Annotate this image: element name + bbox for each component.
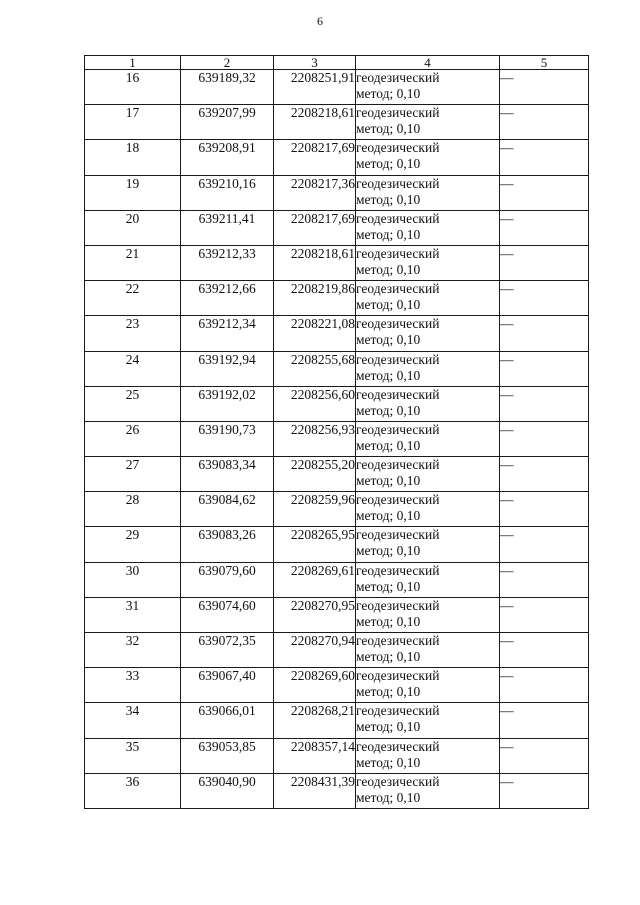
- point-number: 35: [85, 738, 181, 773]
- table-row: [85, 316, 589, 351]
- method-cell: [356, 351, 500, 386]
- note-dash: —: [500, 351, 514, 367]
- note-cell: [500, 633, 589, 668]
- method-accuracy: метод; 0,10: [356, 473, 421, 489]
- table-row: [85, 351, 589, 386]
- coordinate-y: 2208255,68: [274, 351, 356, 386]
- method-cell: [356, 386, 500, 421]
- point-number: 34: [85, 703, 181, 738]
- note-cell: [500, 738, 589, 773]
- coordinate-y: 2208269,60: [274, 668, 356, 703]
- note-dash: —: [500, 668, 514, 684]
- coordinate-x: 639079,60: [181, 562, 274, 597]
- header-col-4: 4: [356, 56, 500, 70]
- note-dash: —: [500, 457, 514, 473]
- point-number: 20: [85, 210, 181, 245]
- table-row: [85, 562, 589, 597]
- method-name: геодезический: [356, 105, 440, 121]
- table-row: [85, 668, 589, 703]
- table-row: [85, 738, 589, 773]
- method-accuracy: метод; 0,10: [356, 578, 421, 594]
- note-dash: —: [500, 703, 514, 719]
- method-cell: [356, 492, 500, 527]
- method-name: геодезический: [356, 773, 440, 789]
- method-cell: [356, 527, 500, 562]
- note-cell: [500, 210, 589, 245]
- method-accuracy: метод; 0,10: [356, 508, 421, 524]
- coordinate-x: 639084,62: [181, 492, 274, 527]
- note-cell: [500, 245, 589, 280]
- coordinate-x: 639067,40: [181, 668, 274, 703]
- method-accuracy: метод; 0,10: [356, 789, 421, 805]
- method-name: геодезический: [356, 738, 440, 754]
- note-dash: —: [500, 140, 514, 156]
- method-cell: [356, 597, 500, 632]
- coordinate-y: 2208431,39: [274, 773, 356, 808]
- table-row: [85, 703, 589, 738]
- coordinate-x: 639192,94: [181, 351, 274, 386]
- coordinate-x: 639211,41: [181, 210, 274, 245]
- note-dash: —: [500, 527, 514, 543]
- note-dash: —: [500, 210, 514, 226]
- point-number: 29: [85, 527, 181, 562]
- method-accuracy: метод; 0,10: [356, 754, 421, 770]
- method-cell: [356, 457, 500, 492]
- method-cell: [356, 140, 500, 175]
- coordinate-y: 2208268,21: [274, 703, 356, 738]
- table-row: [85, 633, 589, 668]
- coordinate-x: 639208,91: [181, 140, 274, 175]
- note-dash: —: [500, 562, 514, 578]
- coordinate-x: 639074,60: [181, 597, 274, 632]
- coordinate-x: 639053,85: [181, 738, 274, 773]
- method-accuracy: метод; 0,10: [356, 261, 421, 277]
- point-number: 36: [85, 773, 181, 808]
- table-header: [85, 56, 589, 70]
- point-number: 16: [85, 70, 181, 105]
- method-name: геодезический: [356, 70, 440, 85]
- coordinate-y: 2208218,61: [274, 105, 356, 140]
- method-name: геодезический: [356, 386, 440, 402]
- point-number: 24: [85, 351, 181, 386]
- table-row: [85, 597, 589, 632]
- point-number: 18: [85, 140, 181, 175]
- coordinate-y: 2208256,60: [274, 386, 356, 421]
- point-number: 28: [85, 492, 181, 527]
- note-dash: —: [500, 597, 514, 613]
- point-number: 21: [85, 245, 181, 280]
- method-accuracy: метод; 0,10: [356, 719, 421, 735]
- method-accuracy: метод; 0,10: [356, 121, 421, 137]
- coordinate-y: 2208259,96: [274, 492, 356, 527]
- coordinate-y: 2208218,61: [274, 245, 356, 280]
- method-cell: [356, 668, 500, 703]
- coordinate-x: 639066,01: [181, 703, 274, 738]
- coordinate-x: 639072,35: [181, 633, 274, 668]
- table-row: [85, 386, 589, 421]
- method-name: геодезический: [356, 597, 440, 613]
- method-cell: [356, 175, 500, 210]
- coordinate-y: 2208265,95: [274, 527, 356, 562]
- coordinate-y: 2208270,95: [274, 597, 356, 632]
- method-cell: [356, 210, 500, 245]
- note-dash: —: [500, 281, 514, 297]
- note-dash: —: [500, 738, 514, 754]
- point-number: 22: [85, 281, 181, 316]
- coordinate-y: 2208357,14: [274, 738, 356, 773]
- note-cell: [500, 562, 589, 597]
- note-dash: —: [500, 633, 514, 648]
- note-cell: [500, 527, 589, 562]
- method-cell: [356, 562, 500, 597]
- table-body: [85, 70, 589, 809]
- note-dash: —: [500, 316, 514, 332]
- table-row: [85, 140, 589, 175]
- table-row: [85, 175, 589, 210]
- method-cell: [356, 738, 500, 773]
- coordinate-y: 2208270,94: [274, 633, 356, 668]
- method-accuracy: метод; 0,10: [356, 543, 421, 559]
- point-number: 27: [85, 457, 181, 492]
- note-cell: [500, 140, 589, 175]
- coordinates-table: [84, 55, 589, 809]
- method-accuracy: метод; 0,10: [356, 191, 421, 207]
- table-row: [85, 281, 589, 316]
- method-name: геодезический: [356, 351, 440, 367]
- method-name: геодезический: [356, 175, 440, 191]
- method-name: геодезический: [356, 633, 440, 648]
- note-cell: [500, 281, 589, 316]
- coordinate-y: 2208256,93: [274, 421, 356, 456]
- method-accuracy: метод; 0,10: [356, 332, 421, 348]
- coordinate-y: 2208221,08: [274, 316, 356, 351]
- method-name: геодезический: [356, 527, 440, 543]
- method-accuracy: метод; 0,10: [356, 649, 421, 664]
- note-dash: —: [500, 492, 514, 508]
- note-dash: —: [500, 70, 514, 85]
- coordinate-x: 639083,34: [181, 457, 274, 492]
- note-cell: [500, 386, 589, 421]
- method-accuracy: метод; 0,10: [356, 86, 421, 101]
- point-number: 19: [85, 175, 181, 210]
- table-row: [85, 457, 589, 492]
- header-col-3: 3: [274, 56, 356, 70]
- method-accuracy: метод; 0,10: [356, 613, 421, 629]
- method-name: геодезический: [356, 210, 440, 226]
- point-number: 30: [85, 562, 181, 597]
- coordinate-x: 639190,73: [181, 421, 274, 456]
- method-name: геодезический: [356, 316, 440, 332]
- note-dash: —: [500, 175, 514, 191]
- method-name: геодезический: [356, 281, 440, 297]
- method-cell: [356, 421, 500, 456]
- method-name: геодезический: [356, 421, 440, 437]
- method-name: геодезический: [356, 703, 440, 719]
- header-col-1: 1: [85, 56, 181, 70]
- header-row: [85, 56, 589, 70]
- point-number: 25: [85, 386, 181, 421]
- coordinate-y: 2208217,36: [274, 175, 356, 210]
- method-name: геодезический: [356, 140, 440, 156]
- point-number: 23: [85, 316, 181, 351]
- note-cell: [500, 70, 589, 105]
- point-number: 33: [85, 668, 181, 703]
- method-accuracy: метод; 0,10: [356, 437, 421, 453]
- coordinate-x: 639189,32: [181, 70, 274, 105]
- method-name: геодезический: [356, 457, 440, 473]
- table-row: [85, 492, 589, 527]
- note-dash: —: [500, 773, 514, 789]
- method-cell: [356, 70, 500, 105]
- method-accuracy: метод; 0,10: [356, 402, 421, 418]
- header-col-2: 2: [181, 56, 274, 70]
- method-accuracy: метод; 0,10: [356, 367, 421, 383]
- point-number: 26: [85, 421, 181, 456]
- method-name: геодезический: [356, 492, 440, 508]
- method-name: геодезический: [356, 245, 440, 261]
- table-row: [85, 105, 589, 140]
- note-cell: [500, 457, 589, 492]
- method-accuracy: метод; 0,10: [356, 297, 421, 313]
- coordinate-y: 2208251,91: [274, 70, 356, 105]
- table-row: [85, 245, 589, 280]
- table-row: [85, 70, 589, 105]
- note-cell: [500, 492, 589, 527]
- method-cell: [356, 633, 500, 668]
- table-row: [85, 210, 589, 245]
- table-row: [85, 773, 589, 808]
- coordinate-x: 639210,16: [181, 175, 274, 210]
- method-accuracy: метод; 0,10: [356, 226, 421, 242]
- note-cell: [500, 105, 589, 140]
- note-cell: [500, 351, 589, 386]
- coordinate-y: 2208217,69: [274, 140, 356, 175]
- method-cell: [356, 245, 500, 280]
- note-cell: [500, 316, 589, 351]
- method-accuracy: метод; 0,10: [356, 684, 421, 700]
- header-col-5: 5: [500, 56, 589, 70]
- method-cell: [356, 703, 500, 738]
- method-cell: [356, 105, 500, 140]
- coordinate-x: 639212,33: [181, 245, 274, 280]
- note-dash: —: [500, 386, 514, 402]
- table-row: [85, 527, 589, 562]
- note-dash: —: [500, 105, 514, 121]
- coordinate-x: 639040,90: [181, 773, 274, 808]
- note-cell: [500, 421, 589, 456]
- method-cell: [356, 281, 500, 316]
- coordinate-x: 639212,66: [181, 281, 274, 316]
- coordinate-y: 2208269,61: [274, 562, 356, 597]
- coordinate-x: 639083,26: [181, 527, 274, 562]
- point-number: 32: [85, 633, 181, 668]
- note-cell: [500, 175, 589, 210]
- method-name: геодезический: [356, 562, 440, 578]
- note-dash: —: [500, 245, 514, 261]
- method-accuracy: метод; 0,10: [356, 156, 421, 172]
- method-cell: [356, 316, 500, 351]
- point-number: 17: [85, 105, 181, 140]
- coordinate-x: 639212,34: [181, 316, 274, 351]
- note-cell: [500, 703, 589, 738]
- note-cell: [500, 668, 589, 703]
- note-dash: —: [500, 421, 514, 437]
- coordinate-x: 639207,99: [181, 105, 274, 140]
- table-row: [85, 421, 589, 456]
- note-cell: [500, 773, 589, 808]
- coordinate-y: 2208219,86: [274, 281, 356, 316]
- coordinate-x: 639192,02: [181, 386, 274, 421]
- coordinate-y: 2208217,69: [274, 210, 356, 245]
- page-number: 6: [317, 14, 323, 28]
- method-cell: [356, 773, 500, 808]
- note-cell: [500, 597, 589, 632]
- method-name: геодезический: [356, 668, 440, 684]
- coordinate-y: 2208255,20: [274, 457, 356, 492]
- point-number: 31: [85, 597, 181, 632]
